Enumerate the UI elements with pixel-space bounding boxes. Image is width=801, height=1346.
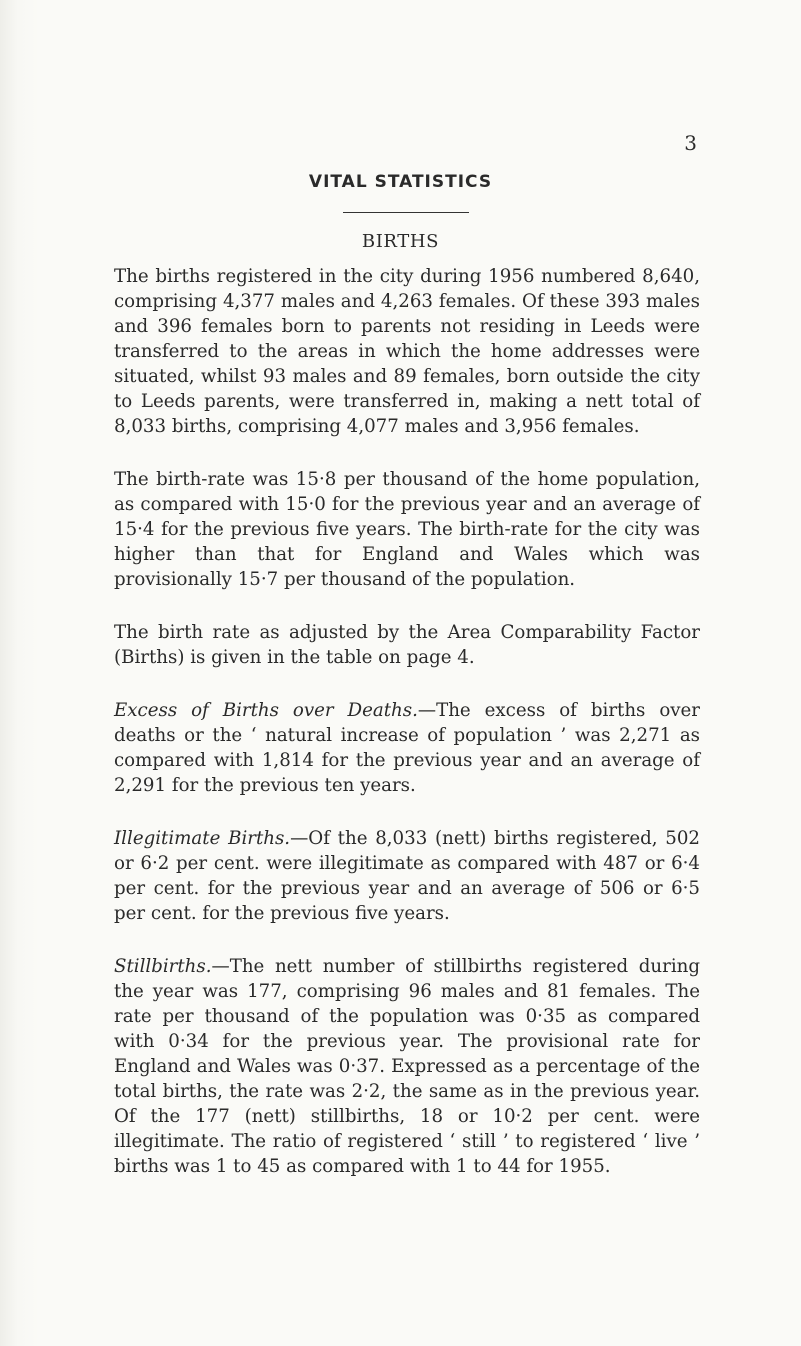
paragraph-adjusted-birth-rate — [114, 620, 700, 670]
paragraph-excess-births — [114, 698, 700, 798]
subsection-title: BIRTHS — [361, 231, 440, 252]
paragraph-text: The births registered in the city during 1956 numbered 8,640, comprising 4,377 males and 4,263 females. Of these 393 males and 396 females born to parents not residing in Leeds were transferred to the areas in which the home addresses were situated, whilst 93 males and 89 females, born outside the city to Leeds parents, were transferred in, making a nett total of 8,033 births, comprising 4,077 males and 3,956 females. — [114, 266, 700, 437]
paragraph-lead: Stillbirths. — [114, 956, 212, 977]
paragraph-text: —Of the 8,033 (nett) births registered, 502 or 6·2 per cent. were illegitimate as compared with 487 or 6·4 per cent. for the previous year and an average of 506 or 6·5 per cent. for the previous five years. — [114, 828, 700, 924]
paragraph-lead: Illegitimate Births. — [114, 828, 291, 849]
paragraph-stillbirths — [114, 954, 700, 1179]
paragraph-lead: Excess of Births over Deaths. — [114, 700, 418, 721]
paragraph-text: —The excess of births over deaths or the ‘ natural increase of population ’ was 2,271 as compared with 1,814 for the previous year and an average of 2,291 for the previous ten years. — [114, 700, 701, 796]
paragraph-illegitimate-births — [114, 826, 700, 926]
paragraph-text: The birth-rate was 15·8 per thousand of the home population, as compared with 15·0 for the previous year and an average of 15·4 for the previous five years. The birth-rate for the city was higher than that for England and Wales which was provisionally 15·7 per thousand of the population. — [114, 469, 700, 590]
title-divider — [343, 212, 469, 213]
paragraph-birth-rate — [114, 467, 700, 592]
paragraph-text: —The nett number of stillbirths registered during the year was 177, comprising 96 males and 81 females. The rate per thousand of the population was 0·35 as compared with 0·34 for the previous year. The provisional rate for England and Wales was 0·37. Expressed as a percentage of the total births, the rate was 2·2, the same as in the previous year. Of the 177 (nett) stillbirths, 18 or 10·2 per cent. were illegitimate. The ratio of registered ‘ still ’ to registered ‘ live ’ births was 1 to 45 as compared with 1 to 44 for 1955. — [114, 956, 700, 1177]
paragraph-text: The birth rate as adjusted by the Area Comparability Factor (Births) is given in the table on page 4. — [114, 622, 700, 668]
section-title: VITAL STATISTICS — [308, 172, 493, 192]
paragraph-births-registered — [114, 264, 700, 439]
page-number: 3 — [684, 131, 697, 155]
body-text — [114, 264, 700, 1207]
